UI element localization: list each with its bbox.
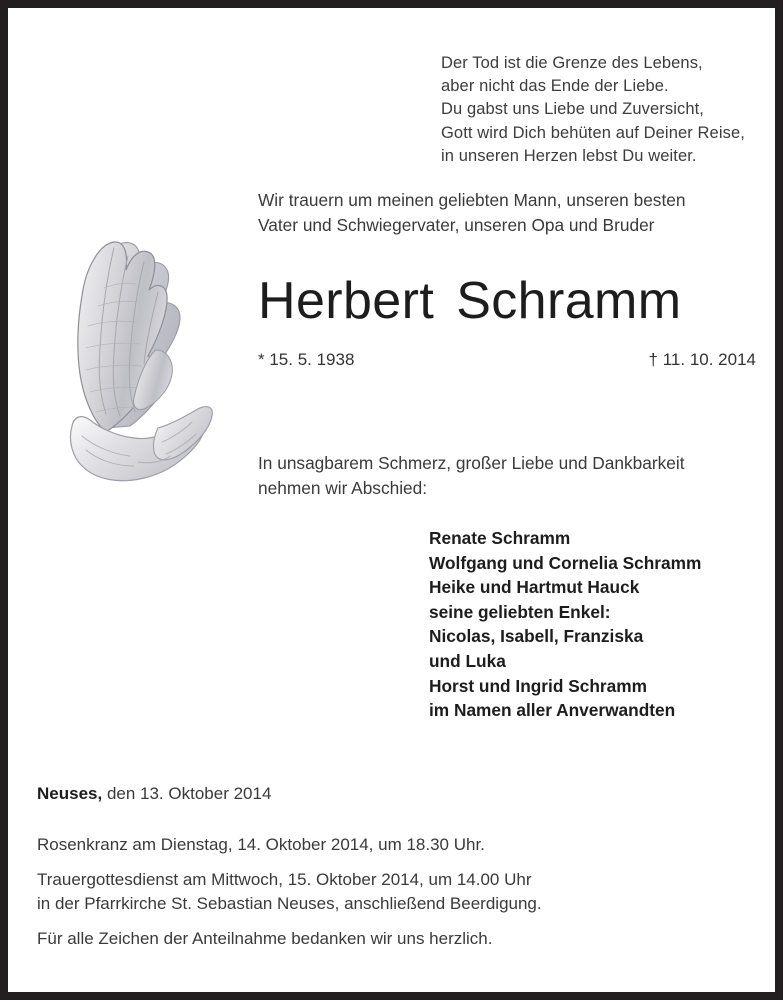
farewell-line: In unsagbarem Schmerz, großer Liebe und Dankbarkeit xyxy=(258,453,685,473)
death-date: † 11. 10. 2014 xyxy=(648,350,756,369)
place-date: den 13. Oktober 2014 xyxy=(106,784,272,803)
service-line: Rosenkranz am Dienstag, 14. Oktober 2014, um 18.30 Uhr. xyxy=(37,835,485,854)
place-name: Neuses, xyxy=(37,784,103,803)
survivor-line: und Luka xyxy=(429,650,506,671)
life-dates xyxy=(258,350,756,370)
service-details xyxy=(37,833,737,951)
birth-date: * 15. 5. 1938 xyxy=(258,350,355,369)
service-entry xyxy=(37,833,737,857)
service-entry xyxy=(37,927,737,951)
survivor-line: Nicolas, Isabell, Franziska xyxy=(429,626,644,647)
poem-line: Der Tod ist die Grenze des Lebens, xyxy=(441,54,703,72)
place-date-line xyxy=(37,784,271,804)
deceased-first-name: Herbert xyxy=(258,272,435,330)
notice-inner xyxy=(8,8,775,992)
poem xyxy=(441,52,771,168)
service-entry xyxy=(37,868,737,916)
poem-line: Du gabst uns Liebe und Zuversicht, xyxy=(441,100,704,119)
poem-line: Gott wird Dich behüten auf Deiner Reise, xyxy=(441,123,745,142)
deceased-last-name: Schramm xyxy=(456,272,682,330)
service-line: Trauergottesdienst am Mittwoch, 15. Oktober 2014, um 14.00 Uhr xyxy=(37,870,532,889)
farewell-text xyxy=(258,451,758,500)
farewell-line: nehmen wir Abschied: xyxy=(258,477,428,498)
survivors-list xyxy=(429,526,759,723)
survivor-line: Wolfgang und Cornelia Schramm xyxy=(429,552,702,573)
intro-line: Wir trauern um meinen geliebten Mann, unseren besten xyxy=(258,190,686,210)
poem-line: aber nicht das Ende der Liebe. xyxy=(441,77,669,96)
deceased-name xyxy=(258,270,756,332)
intro-line: Vater und Schwiegervater, unseren Opa und Bruder xyxy=(258,214,655,235)
survivor-line: im Namen aller Anverwandten xyxy=(429,700,676,721)
poem-line: in unseren Herzen lebst Du weiter. xyxy=(441,146,697,165)
intro-text xyxy=(258,188,758,237)
survivor-line: Renate Schramm xyxy=(429,528,571,548)
survivor-line: seine geliebten Enkel: xyxy=(429,601,611,622)
praying-hands-icon xyxy=(38,230,233,488)
service-line: Für alle Zeichen der Anteilnahme bedanken wir uns herzlich. xyxy=(37,929,493,948)
survivor-line: Heike und Hartmut Hauck xyxy=(429,577,640,598)
survivor-line: Horst und Ingrid Schramm xyxy=(429,675,647,696)
service-line: in der Pfarrkirche St. Sebastian Neuses, anschließend Beerdigung. xyxy=(37,894,542,913)
